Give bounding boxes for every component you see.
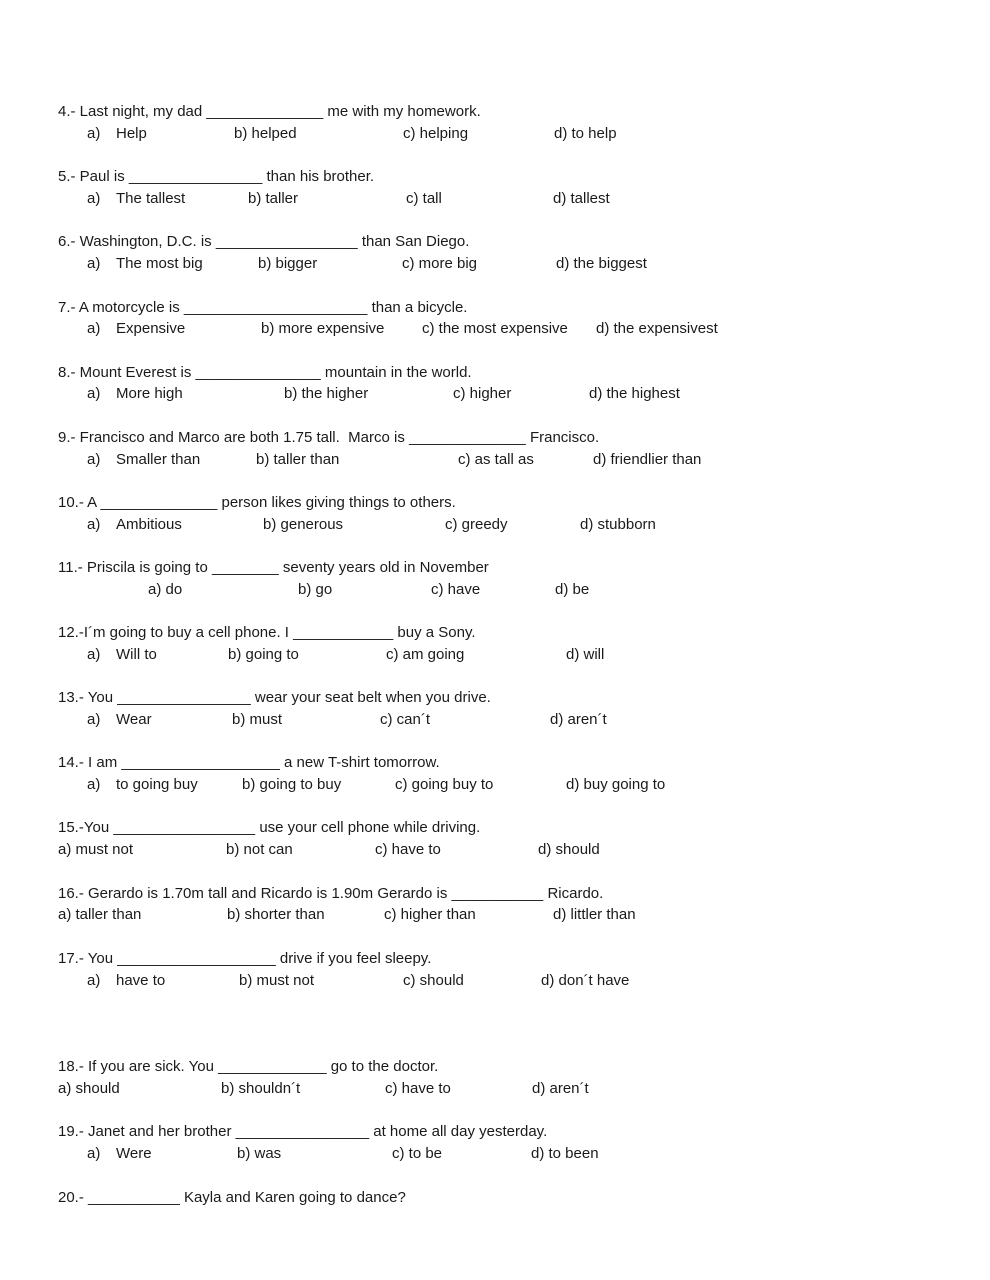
option-marker: a) xyxy=(87,451,101,468)
option-b: b) going to xyxy=(228,646,299,663)
option-marker: a) xyxy=(87,190,101,207)
question-text: 7.- A motorcycle is ______________________ than a bicycle. xyxy=(58,299,468,316)
option-d: d) aren´t xyxy=(550,711,607,728)
option-marker: a) xyxy=(87,646,101,663)
question-text: 16.- Gerardo is 1.70m tall and Ricardo is 1.90m Gerardo is ___________ Ricardo. xyxy=(58,885,604,902)
option-c: c) as tall as xyxy=(458,451,534,468)
option-d: d) should xyxy=(538,841,600,858)
option-a: a) taller than xyxy=(58,906,142,923)
question-text: 18.- If you are sick. You _____________ go to the doctor. xyxy=(58,1058,439,1075)
option-a: a) do xyxy=(148,581,183,598)
option-d: d) the expensivest xyxy=(596,320,718,337)
option-marker: a) xyxy=(87,516,101,533)
option-c: c) should xyxy=(403,972,464,989)
question-text: 5.- Paul is ________________ than his brother. xyxy=(58,168,375,185)
option-d: d) to help xyxy=(554,125,617,142)
option-c: c) greedy xyxy=(445,516,508,533)
question-text: 20.- ___________ Kayla and Karen going to dance? xyxy=(58,1189,406,1206)
option-a: Expensive xyxy=(116,320,186,337)
question-text: 13.- You ________________ wear your seat belt when you drive. xyxy=(58,689,491,706)
option-b: b) helped xyxy=(234,125,297,142)
option-a: More high xyxy=(116,385,183,402)
option-d: d) tallest xyxy=(553,190,610,207)
question-text: 6.- Washington, D.C. is _________________ than San Diego. xyxy=(58,233,470,250)
option-a: The tallest xyxy=(116,190,186,207)
option-b: b) must xyxy=(232,711,283,728)
option-marker: a) xyxy=(87,972,101,989)
option-c: c) more big xyxy=(402,255,478,272)
option-c: c) higher xyxy=(453,385,512,402)
question-text: 9.- Francisco and Marco are both 1.75 tall. Marco is ______________ Francisco. xyxy=(58,429,600,446)
question-text: 17.- You ___________________ drive if you feel sleepy. xyxy=(58,950,432,967)
question-text: 12.-I´m going to buy a cell phone. I ____________ buy a Sony. xyxy=(58,624,476,641)
option-b: b) not can xyxy=(226,841,293,858)
option-b: b) shouldn´t xyxy=(221,1080,301,1097)
option-b: b) going to buy xyxy=(242,776,342,793)
option-a: have to xyxy=(116,972,166,989)
question-text: 8.- Mount Everest is _______________ mountain in the world. xyxy=(58,364,472,381)
option-c: c) have xyxy=(431,581,481,598)
option-d: d) will xyxy=(566,646,605,663)
option-a: to going buy xyxy=(116,776,198,793)
option-d: d) to been xyxy=(531,1145,599,1162)
option-c: c) to be xyxy=(392,1145,443,1162)
option-c: c) have to xyxy=(385,1080,451,1097)
option-b: b) the higher xyxy=(284,385,369,402)
option-b: b) was xyxy=(237,1145,282,1162)
option-c: c) the most expensive xyxy=(422,320,568,337)
option-c: c) going buy to xyxy=(395,776,494,793)
option-a: Ambitious xyxy=(116,516,182,533)
question-text: 14.- I am ___________________ a new T-shirt tomorrow. xyxy=(58,754,440,771)
option-d: d) friendlier than xyxy=(593,451,702,468)
option-c: c) have to xyxy=(375,841,441,858)
option-marker: a) xyxy=(87,385,101,402)
option-c: c) helping xyxy=(403,125,469,142)
option-a: Were xyxy=(116,1145,152,1162)
question-text: 10.- A ______________ person likes giving things to others. xyxy=(58,494,456,511)
option-a: Help xyxy=(116,125,147,142)
option-d: d) littler than xyxy=(553,906,636,923)
option-marker: a) xyxy=(87,1145,101,1162)
option-marker: a) xyxy=(87,320,101,337)
option-d: d) aren´t xyxy=(532,1080,589,1097)
option-b: b) generous xyxy=(263,516,344,533)
option-marker: a) xyxy=(87,711,101,728)
option-a: The most big xyxy=(116,255,203,272)
option-b: b) taller than xyxy=(256,451,340,468)
option-d: d) don´t have xyxy=(541,972,630,989)
option-c: c) can´t xyxy=(380,711,431,728)
option-a: a) must not xyxy=(58,841,134,858)
option-d: d) the biggest xyxy=(556,255,647,272)
option-b: b) bigger xyxy=(258,255,318,272)
option-d: d) the highest xyxy=(589,385,680,402)
option-d: d) be xyxy=(555,581,590,598)
option-c: c) am going xyxy=(386,646,465,663)
option-d: d) buy going to xyxy=(566,776,666,793)
option-d: d) stubborn xyxy=(580,516,656,533)
question-text: 11.- Priscila is going to ________ seventy years old in November xyxy=(58,559,489,576)
option-a: Smaller than xyxy=(116,451,201,468)
option-b: b) more expensive xyxy=(261,320,385,337)
option-c: c) higher than xyxy=(384,906,476,923)
option-b: b) must not xyxy=(239,972,315,989)
option-c: c) tall xyxy=(406,190,442,207)
question-text: 4.- Last night, my dad ______________ me with my homework. xyxy=(58,103,481,120)
option-a: a) should xyxy=(58,1080,120,1097)
option-b: b) taller xyxy=(248,190,299,207)
option-marker: a) xyxy=(87,255,101,272)
option-a: Wear xyxy=(116,711,152,728)
option-marker: a) xyxy=(87,125,101,142)
option-b: b) go xyxy=(298,581,333,598)
question-text: 15.-You _________________ use your cell phone while driving. xyxy=(58,819,481,836)
question-text: 19.- Janet and her brother ________________ at home all day yesterday. xyxy=(58,1123,548,1140)
option-b: b) shorter than xyxy=(227,906,325,923)
option-marker: a) xyxy=(87,776,101,793)
option-a: Will to xyxy=(116,646,157,663)
